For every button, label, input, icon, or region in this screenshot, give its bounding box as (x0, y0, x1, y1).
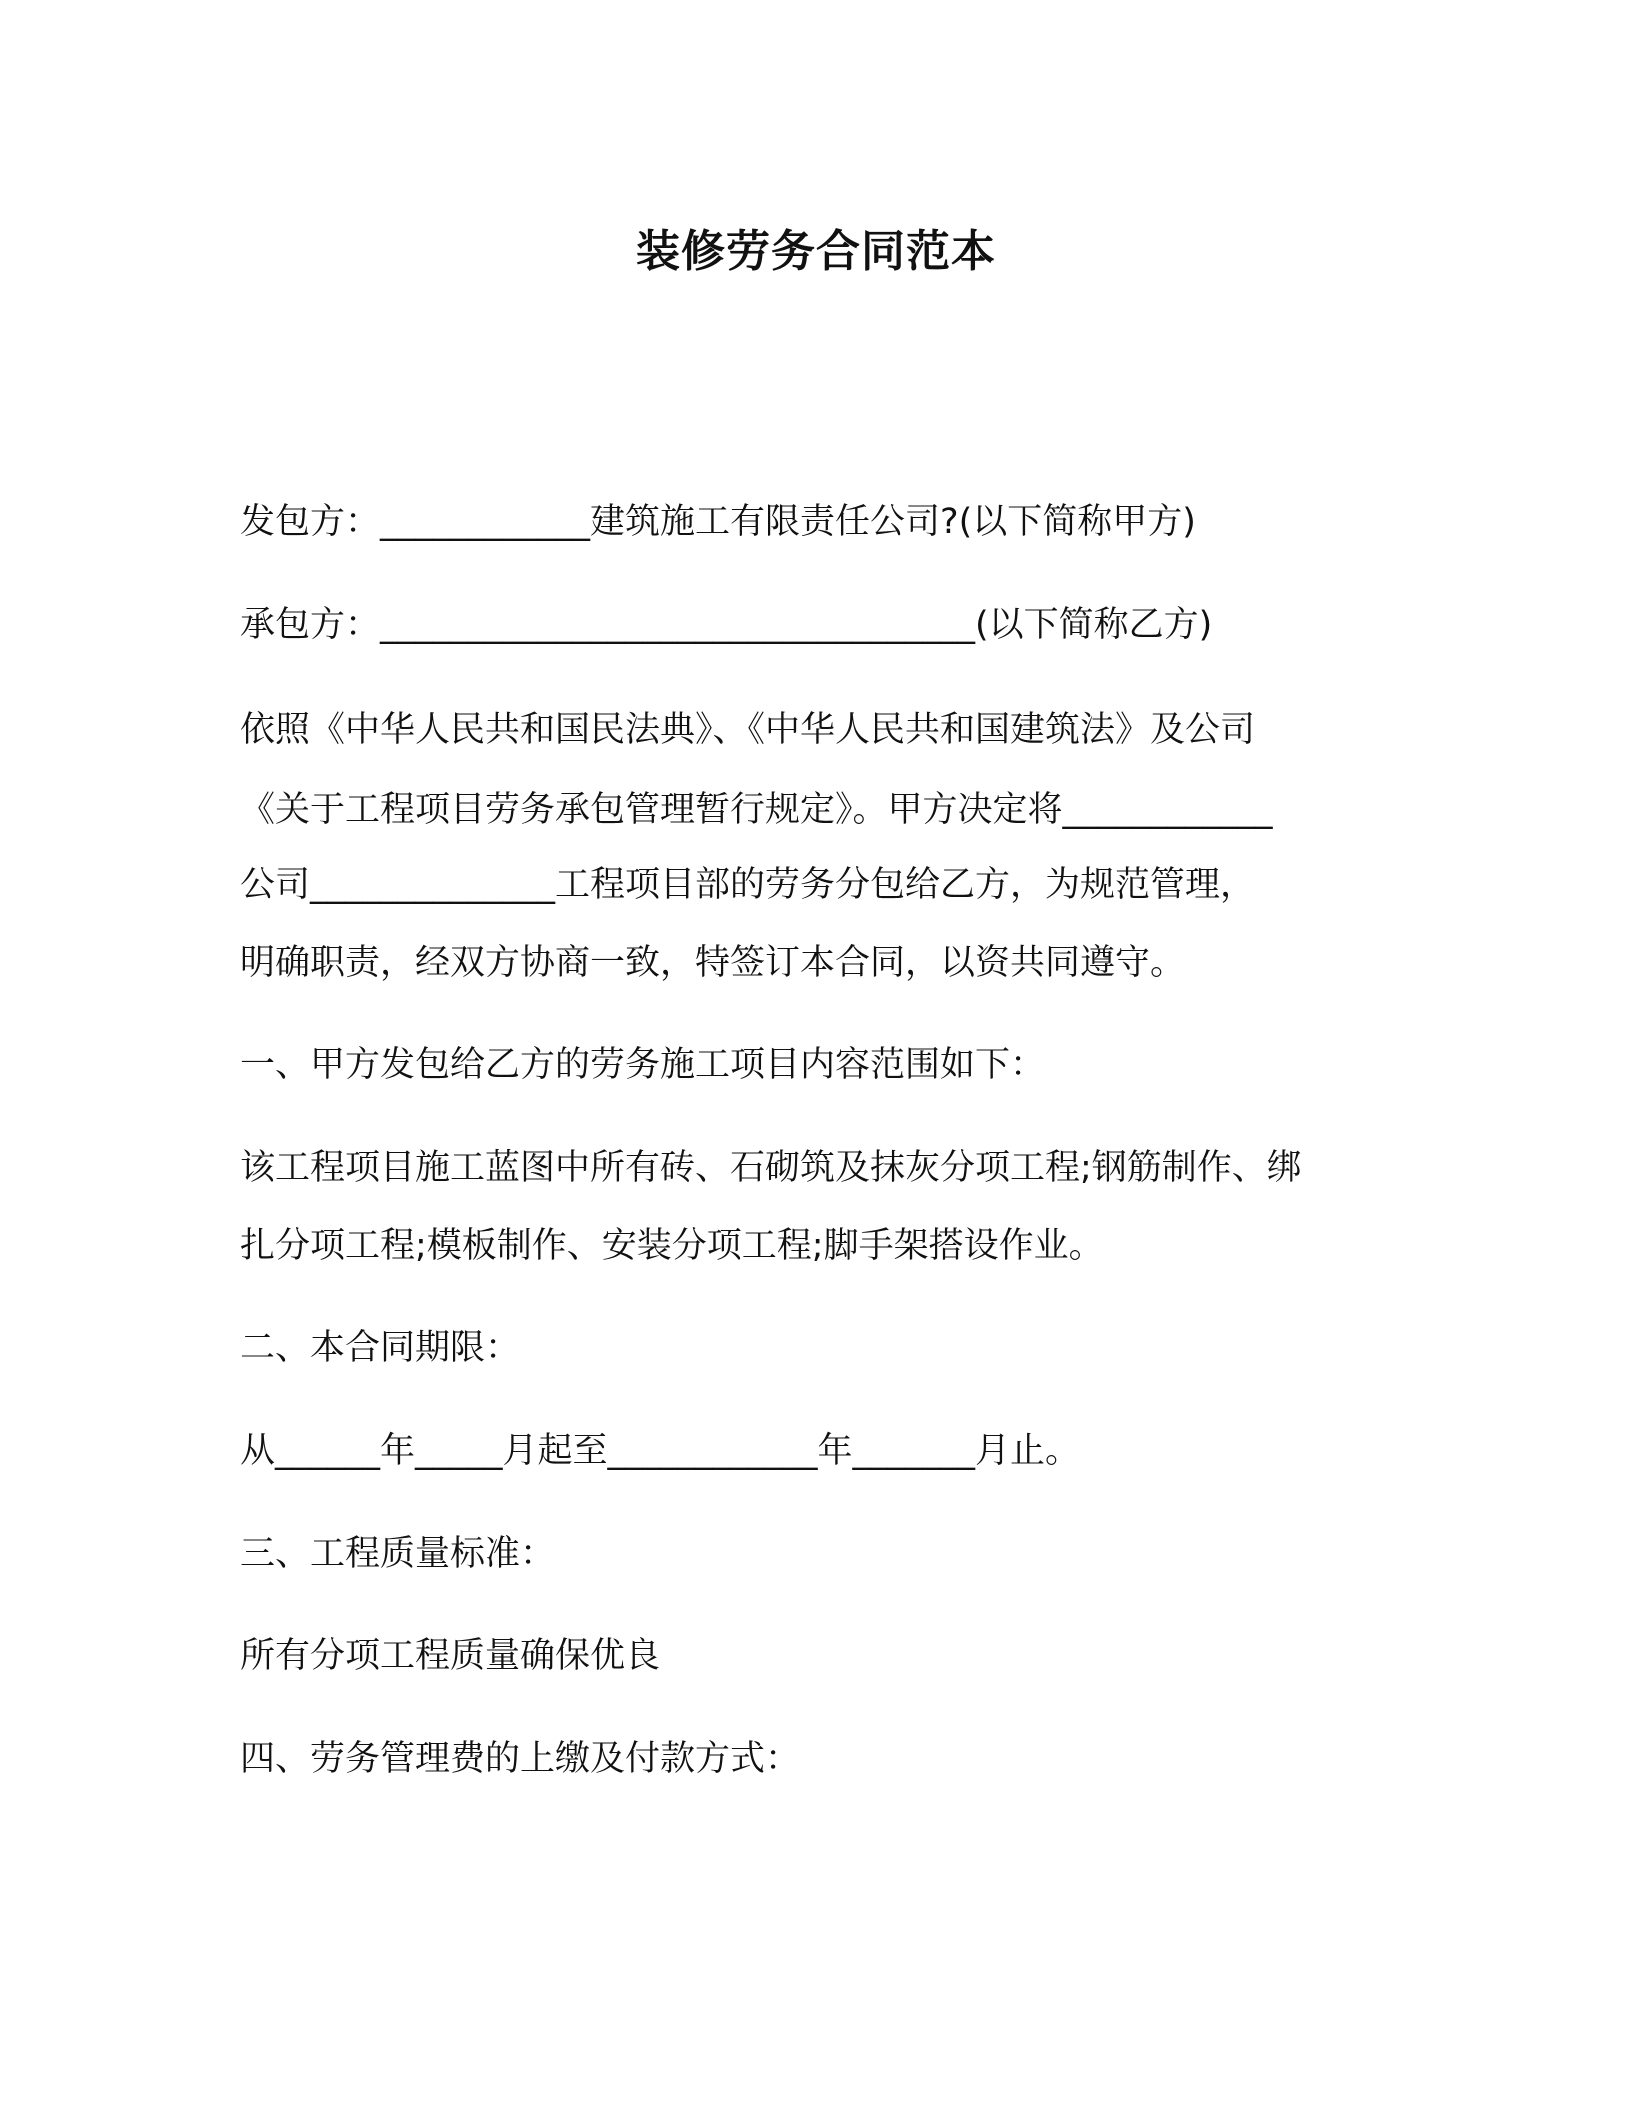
document-title: 装修劳务合同范本 (636, 226, 996, 277)
preamble-line-1: 依照《中华人民共和国民法典》、《中华人民共和国建筑法》及公司 (240, 710, 1256, 750)
section-1-heading: 一、甲方发包给乙方的劳务施工项目内容范围如下： (240, 1045, 1046, 1085)
party-b-line: 承包方：__________________________________(以下简称乙方) (240, 605, 1213, 645)
preamble-line-4: 明确职责，经双方协商一致，特签订本合同，以资共同遵守。 (240, 943, 1186, 983)
preamble-line-2: 《关于工程项目劳务承包管理暂行规定》。甲方决定将____________ (240, 790, 1273, 830)
section-1-text-line-2: 扎分项工程;模板制作、安装分项工程;脚手架搭设作业。 (240, 1226, 1104, 1266)
section-3-heading: 三、工程质量标准： (240, 1534, 556, 1574)
party-a-line: 发包方：____________建筑施工有限责任公司?(以下简称甲方) (240, 502, 1196, 542)
preamble-line-3: 公司______________工程项目部的劳务分包给乙方，为规范管理， (240, 865, 1256, 905)
section-2-heading: 二、本合同期限： (240, 1328, 521, 1368)
contract-period-line: 从______年_____月起至____________年_______月止。 (240, 1431, 1081, 1471)
section-1-text-line-1: 该工程项目施工蓝图中所有砖、石砌筑及抹灰分项工程;钢筋制作、绑 (240, 1148, 1302, 1188)
section-4-heading: 四、劳务管理费的上缴及付款方式： (240, 1739, 801, 1779)
quality-standard-text: 所有分项工程质量确保优良 (240, 1636, 661, 1676)
